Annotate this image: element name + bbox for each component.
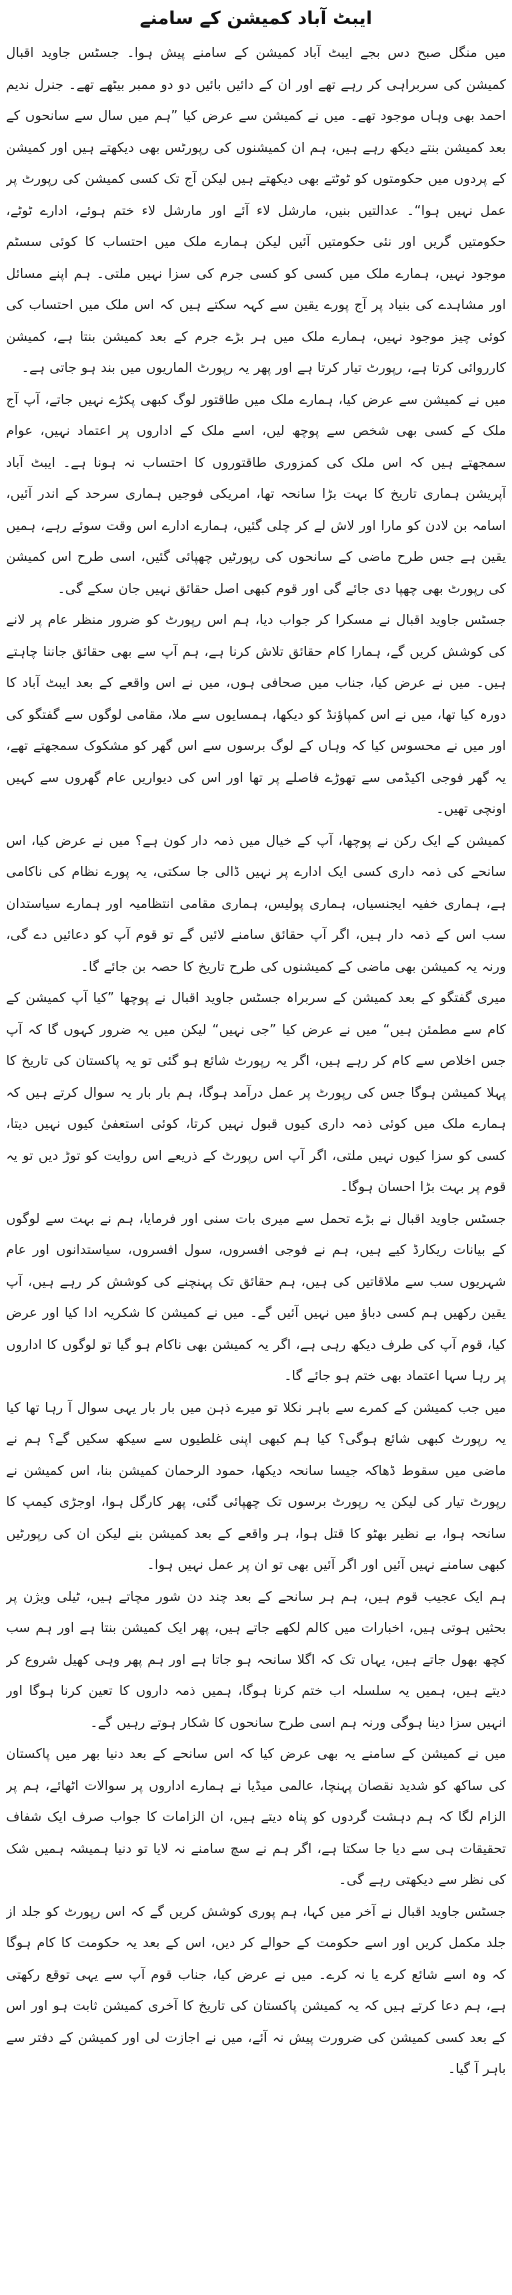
article-paragraph: میں منگل صبح دس بجے ایبٹ آباد کمیشن کے سامنے پیش ہوا۔ جسٹس جاوید اقبال کمیشن کی سربراہی کر رہے تھے اور ان کے دائیں بائیں دو دو ممبر بیٹھے تھے۔ جنرل ندیم احمد بھی وہاں موجود تھے۔ میں نے کمیشن سے عرض کیا ”ہم میں سال سے سانحوں کے بعد کمیشن بنتے دیکھ رہے ہیں، ہم ان کمیشنوں کی رپورٹس بھی دیکھتے ہیں اور کمیشن کے پردوں میں حکومتوں کو ٹوٹتے بھی دیکھتے ہیں لیکن آج تک کسی کمیشن کی رپورٹ پر عمل نہیں ہوا“۔ عدالتیں بنیں، مارشل لاء آئے اور مارشل لاء ختم ہوئے، ادارے ٹوٹے، حکومتیں گریں اور نئی حکومتیں آئیں لیکن ہمارے ملک میں احتساب کا کوئی سسٹم موجود نہیں، ہمارے ملک میں کسی کو کسی جرم کی سزا نہیں ملتی۔ ہم اپنے مسائل اور مشاہدے کی بنیاد پر آج پورے یقین سے کہہ سکتے ہیں کہ اس ملک میں احتساب کی کوئی چیز موجود نہیں، ہمارے ملک میں ہر بڑے جرم کے بعد کمیشن بنتا ہے، کمیشن کارروائی کرتا ہے، رپورٹ تیار کرتا ہے اور پھر یہ رپورٹ الماریوں میں بند ہو جاتی ہے۔	[6, 46, 506, 376]
article-paragraph: میں جب کمیشن کے کمرے سے باہر نکلا تو میرے ذہن میں بار بار یہی سوال آ رہا تھا کیا یہ رپورٹ کبھی شائع ہوگی؟ کیا ہم کبھی اپنی غلطیوں سے سیکھ سکیں گے؟ ہم نے ماضی میں سقوط ڈھاکہ جیسا سانحہ دیکھا، حمود الرحمان کمیشن بنا، اس کمیشن نے رپورٹ تیار کی لیکن یہ رپورٹ برسوں تک چھپائی گئی، پھر کارگل ہوا، اوجڑی کیمپ کا سانحہ ہوا، بے نظیر بھٹو کا قتل ہوا، ہر واقعے کے بعد کمیشن بنے لیکن ان کی رپورٹیں کبھی سامنے نہیں آئیں اور اگر آئیں بھی تو ان پر عمل نہیں ہوا۔	[6, 1400, 506, 1573]
article-paragraph: میں نے کمیشن سے عرض کیا، ہمارے ملک میں طاقتور لوگ کبھی پکڑے نہیں جاتے، آپ آج ملک کے کسی بھی شخص سے پوچھ لیں، اسے ملک کے اداروں پر اعتماد نہیں، عوام سمجھتے ہیں کہ اس ملک کی کمزوری طاقتوروں کا احتساب نہ ہونا ہے۔ ایبٹ آباد آپریشن ہماری تاریخ کا بہت بڑا سانحہ تھا، امریکی فوجیں ہماری سرحد کے اندر آئیں، اسامہ بن لادن کو مارا اور لاش لے کر چلی گئیں، ہمارے ادارے اس وقت سوئے رہے، ہمیں یقین ہے جس طرح ماضی کے سانحوں کی رپورٹیں چھپائی گئیں، اسی طرح اس کمیشن کی رپورٹ بھی چھپا دی جائے گی اور قوم کبھی اصل حقائق نہیں جان سکے گی۔	[6, 392, 506, 597]
article-paragraph: جسٹس جاوید اقبال نے بڑے تحمل سے میری بات سنی اور فرمایا، ہم نے بہت سے لوگوں کے بیانات ریکارڈ کیے ہیں، ہم نے فوجی افسروں، سول افسروں، سیاستدانوں اور عام شہریوں سب سے ملاقاتیں کی ہیں، ہم حقائق تک پہنچنے کی کوشش کر رہے ہیں، آپ یقین رکھیں ہم کسی دباؤ میں نہیں آئیں گے۔ میں نے کمیشن کا شکریہ ادا کیا اور عرض کیا، قوم آپ کی طرف دیکھ رہی ہے، اگر یہ کمیشن بھی ناکام ہو گیا تو لوگوں کا اداروں پر رہا سہا اعتماد بھی ختم ہو جائے گا۔	[6, 1211, 506, 1384]
article-paragraph: میں نے کمیشن کے سامنے یہ بھی عرض کیا کہ اس سانحے کے بعد دنیا بھر میں پاکستان کی ساکھ کو شدید نقصان پہنچا، عالمی میڈیا نے ہمارے اداروں پر سوالات اٹھائے، ہم پر الزام لگا کہ ہم دہشت گردوں کو پناہ دیتے ہیں، ان الزامات کا جواب صرف ایک شفاف تحقیقات ہی سے دیا جا سکتا ہے، اگر ہم نے سچ سامنے نہ لایا تو دنیا ہمیشہ ہمیں شک کی نظر سے دیکھتی رہے گی۔	[6, 1747, 506, 1888]
article-paragraph: ہم ایک عجیب قوم ہیں، ہم ہر سانحے کے بعد چند دن شور مچاتے ہیں، ٹیلی ویژن پر بحثیں ہوتی ہیں، اخبارات میں کالم لکھے جاتے ہیں، پھر ایک کمیشن بنتا ہے اور ہم سب کچھ بھول جاتے ہیں، یہاں تک کہ اگلا سانحہ ہو جاتا ہے اور ہم پھر وہی کھیل شروع کر دیتے ہیں، ہمیں یہ سلسلہ اب ختم کرنا ہوگا، ہمیں ذمہ داروں کا تعین کرنا ہوگا اور انہیں سزا دینا ہوگی ورنہ ہم اسی طرح سانحوں کا شکار ہوتے رہیں گے۔	[6, 1589, 506, 1731]
article-paragraph: میری گفتگو کے بعد کمیشن کے سربراہ جسٹس جاوید اقبال نے پوچھا ”کیا آپ کمیشن کے کام سے مطمئن ہیں“ میں نے عرض کیا ”جی نہیں“ لیکن میں یہ ضرور کہوں گا کہ آپ جس اخلاص سے کام کر رہے ہیں، اگر یہ رپورٹ شائع ہو گئی تو یہ پاکستان کی تاریخ کا پہلا کمیشن ہوگا جس کی رپورٹ پر عمل درآمد ہوگا، ہم بار بار یہ سوال کرتے ہیں کہ ہمارے ملک میں کوئی ذمہ داری کیوں قبول نہیں کرتا، کوئی استعفیٰ کیوں نہیں دیتا، کسی کو سزا کیوں نہیں ملتی، اگر آپ اس رپورٹ کے ذریعے اس روایت کو توڑ دیں تو یہ قوم پر بہت بڑا احسان ہوگا۔	[6, 991, 506, 1195]
article-headline: ایبٹ آباد کمیشن کے سامنے	[139, 8, 373, 29]
article-paragraph: کمیشن کے ایک رکن نے پوچھا، آپ کے خیال میں ذمہ دار کون ہے؟ میں نے عرض کیا، اس سانحے کی ذمہ داری کسی ایک ادارے پر نہیں ڈالی جا سکتی، یہ پورے نظام کی ناکامی ہے، ہماری خفیہ ایجنسیاں، ہماری پولیس، ہماری مقامی انتظامیہ اور ہمارے سیاستدان سب اس کے ذمہ دار ہیں، اگر آپ حقائق سامنے لائیں گے تو قوم آپ کو دعائیں دے گی، ورنہ یہ کمیشن بھی ماضی کے کمیشنوں کی طرح تاریخ کا حصہ بن جائے گا۔	[6, 833, 506, 975]
newspaper-column	[6, 6, 506, 2289]
article-paragraph: جسٹس جاوید اقبال نے مسکرا کر جواب دیا، ہم اس رپورٹ کو ضرور منظر عام پر لانے کی کوشش کریں گے، ہمارا کام حقائق تلاش کرنا ہے، ہم آپ سے بھی حقائق جاننا چاہتے ہیں۔ میں نے عرض کیا، جناب میں صحافی ہوں، میں نے اس واقعے کے بعد ایبٹ آباد کا دورہ کیا تھا، میں نے اس کمپاؤنڈ کو دیکھا، ہمسایوں سے ملا، مقامی لوگوں سے گفتگو کی اور میں نے محسوس کیا کہ وہاں کے لوگ برسوں سے اس گھر کو مشکوک سمجھتے تھے، یہ گھر فوجی اکیڈمی سے تھوڑے فاصلے پر تھا اور اس کی دیواریں عام گھروں سے کہیں اونچی تھیں۔	[6, 613, 506, 817]
article-body	[6, 38, 506, 2086]
article-paragraph: جسٹس جاوید اقبال نے آخر میں کہا، ہم پوری کوشش کریں گے کہ اس رپورٹ کو جلد از جلد مکمل کریں اور اسے حکومت کے حوالے کر دیں، اس کے بعد یہ حکومت کا کام ہوگا کہ وہ اسے شائع کرے یا نہ کرے۔ میں نے عرض کیا، جناب قوم آپ سے یہی توقع رکھتی ہے، ہم دعا کرتے ہیں کہ یہ کمیشن پاکستان کی تاریخ کا آخری کمیشن ثابت ہو اور اس کے بعد کسی کمیشن کی ضرورت پیش نہ آئے، میں نے اجازت لی اور کمیشن کے دفتر سے باہر آ گیا۔	[6, 1904, 506, 2077]
